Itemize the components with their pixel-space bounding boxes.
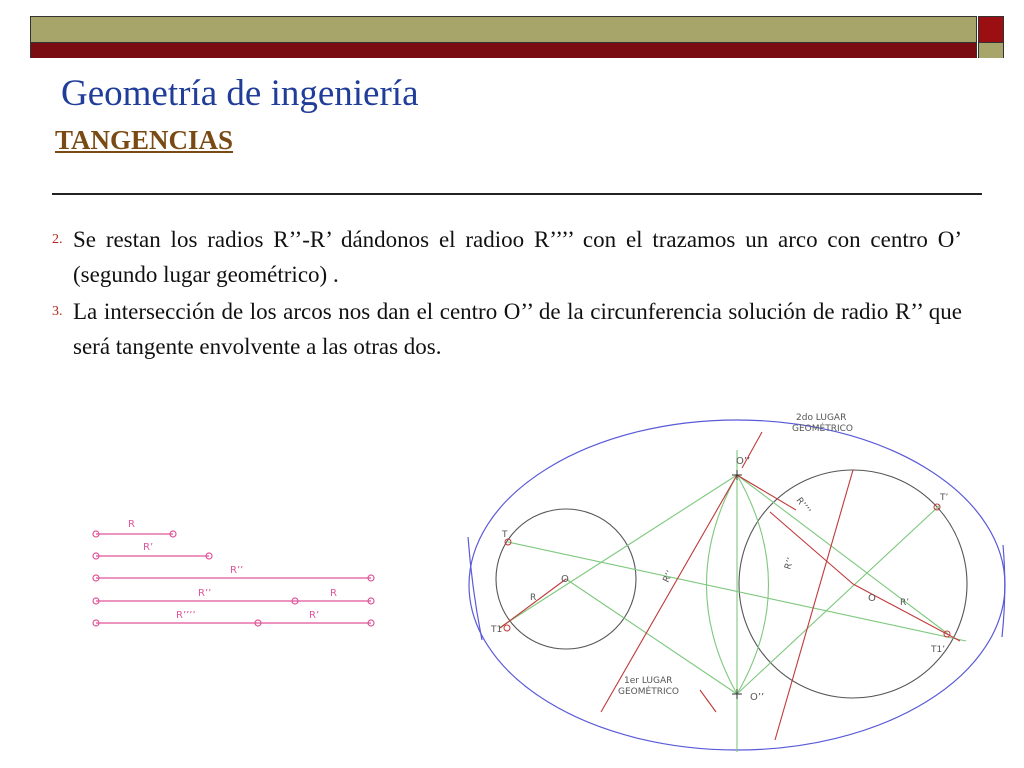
legend-label-r2: R’’ xyxy=(230,565,244,576)
radius-legend xyxy=(93,531,374,626)
list-text: La intersección de los arcos nos dan el centro O’’ de la circunferencia solución de radio R’’ que será tangente envolvente a las otras dos. xyxy=(73,299,962,359)
construction-lines xyxy=(499,450,966,752)
list-number: 2. xyxy=(52,232,63,247)
label-second-locus-1: 2do LUGAR xyxy=(796,413,847,423)
locus-arc-green xyxy=(737,475,769,694)
label-r4-diag: R’’’’ xyxy=(793,495,812,517)
construction-line xyxy=(499,475,737,628)
label-t1: T1 xyxy=(491,625,503,635)
label-first-locus-1: 1er LUGAR xyxy=(624,676,673,686)
legend-label-r2-part: R’’ xyxy=(198,588,212,599)
radius-lines xyxy=(500,432,960,740)
label-o-right: O xyxy=(868,593,876,604)
legend-label-r-prime: R’ xyxy=(309,610,320,621)
label-r-right: R’ xyxy=(900,598,910,608)
label-t-prime: T’ xyxy=(940,493,949,503)
label-first-locus-2: GEOMÉTRICO xyxy=(618,687,679,697)
locus-arc-left xyxy=(468,537,482,640)
label-r2-diag: R’’ xyxy=(661,569,676,585)
label-second-locus-2: GEOMÉTRICO xyxy=(792,424,853,434)
label-r2-right: R’’ xyxy=(783,556,797,571)
label-t1-prime: T1’ xyxy=(931,645,946,655)
label-o-left: O xyxy=(561,574,569,585)
slide-subtitle: TANGENCIAS xyxy=(55,125,234,155)
legend-label-r4: R’’’’ xyxy=(176,610,196,621)
radius-line xyxy=(775,470,853,740)
label-o2-bottom: O’’ xyxy=(750,692,765,703)
label-t: T xyxy=(502,530,508,540)
legend-label-r-sum: R xyxy=(330,588,337,599)
locus-arc-green xyxy=(707,475,738,694)
point-t1 xyxy=(504,625,510,631)
radius-line xyxy=(770,512,853,584)
locus-arc-right xyxy=(1002,545,1005,637)
construction-line xyxy=(737,475,948,634)
legend-label-r1: R’ xyxy=(143,542,154,553)
radius-line xyxy=(500,579,566,628)
label-o2-top: O’’ xyxy=(736,456,751,467)
list-number: 3. xyxy=(52,304,63,319)
slide-title: Geometría de ingeniería xyxy=(61,73,419,114)
list-text: Se restan los radios R’’-R’ dándonos el radioo R’’’’ con el trazamos un arco con centro O’ (segundo lugar geométrico) . xyxy=(73,227,962,287)
label-r-left: R xyxy=(530,593,537,603)
legend-label-r: R xyxy=(128,519,135,530)
drawing-labels xyxy=(490,413,948,703)
key-points xyxy=(504,504,950,637)
leader-first-locus xyxy=(700,690,716,712)
